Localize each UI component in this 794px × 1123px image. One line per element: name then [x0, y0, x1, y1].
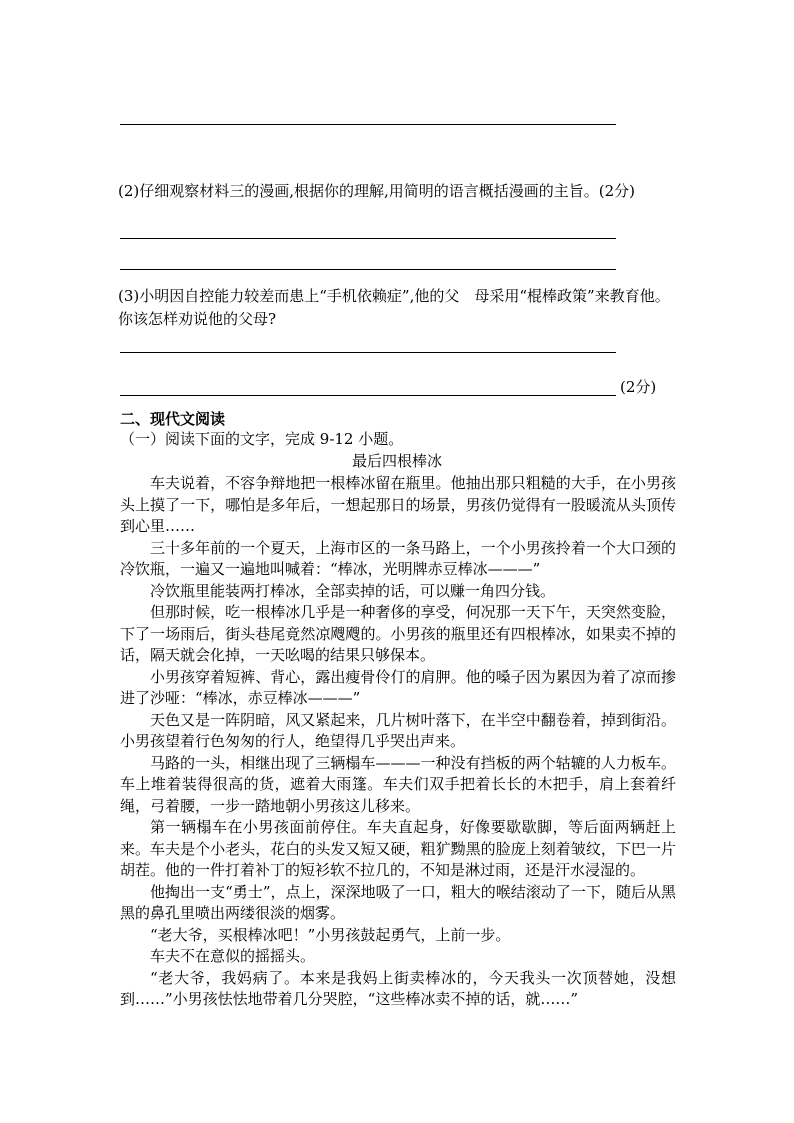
story-paragraph: 冷饮瓶里能装两打棒冰，全部卖掉的话，可以赚一角四分钱。 [150, 581, 556, 600]
story-body [120, 473, 676, 1011]
story-paragraph: 小男孩穿着短裤、背心，露出瘦骨伶仃的肩胛。他的嗓子因为累因为着了凉而掺进了沙哑：“棒冰，赤豆棒冰———” [120, 667, 676, 707]
story-title: 最后四根棒冰 [351, 452, 442, 470]
section-title: 二、现代文阅读 [120, 410, 226, 428]
story-paragraph: 天色又是一阵阴暗，风又紧起来，几片树叶落下，在半空中翻卷着，掉到街沿。小男孩望着行色匆匆的行人，绝望得几乎哭出声来。 [120, 710, 676, 750]
story-paragraph: 车夫不在意似的摇摇头。 [150, 947, 316, 965]
question-3-score: (2分) [620, 378, 657, 396]
answer-line [120, 352, 616, 353]
answer-line [120, 269, 616, 270]
answer-line [120, 395, 616, 396]
story-paragraph: 三十多年前的一个夏天，上海市区的一条马路上，一个小男孩拎着一个大口颈的冷饮瓶，一遍又一遍地叫喊着：“棒冰，光明牌赤豆棒冰———” [120, 538, 676, 578]
story-paragraph: 但那时候，吃一根棒冰几乎是一种奢侈的享受，何况那一天下午，天突然变脸，下了一场雨后，街头巷尾竟然凉飕飕的。小男孩的瓶里还有四根棒冰，如果卖不掉的话，隔天就会化掉，一天吆喝的结果只够保本。 [120, 603, 676, 664]
question-3: (3)小明因自控能力较差而患上“手机依赖症”,他的父 母采用“棍棒政策”来教育他。你该怎样劝说他的父母? [118, 287, 670, 328]
question-2: (2)仔细观察材料三的漫画,根据你的理解,用简明的语言概括漫画的主旨。(2分) [118, 182, 636, 200]
answer-line [120, 124, 616, 125]
story-paragraph: “老大爷，我妈病了。本来是我妈上街卖棒冰的，今天我头一次顶替她，没想到……”小男孩怯怯地带着几分哭腔，“这些棒冰卖不掉的话，就……” [120, 968, 676, 1008]
story-paragraph: 马路的一头，相继出现了三辆榻车———一种没有挡板的两个轱辘的人力板车。车上堆着装得很高的货，遮着大雨篷。车夫们双手把着长长的木把手，肩上套着纤绳，弓着腰，一步一踏地朝小男孩这儿移来。 [120, 753, 676, 815]
answer-line [120, 238, 616, 239]
story-paragraph: 车夫说着，不容争辩地把一根棒冰留在瓶里。他抽出那只粗糙的大手，在小男孩头上摸了一下，哪怕是多年后，一想起那日的场景，男孩仍觉得有一股暖流从头顶传到心里…… [120, 474, 676, 535]
story-paragraph: 第一辆榻车在小男孩面前停住。车夫直起身，好像要歇歇脚，等后面两辆赶上来。车夫是个小老头，花白的头发又短又硬，粗犷黝黑的脸庞上刻着皱纹，下巴一片胡茬。他的一件打着补丁的短衫软不拉几的，不知是淋过雨，还是汗水浸湿的。 [120, 818, 676, 879]
story-paragraph: 他掏出一支“勇士”，点上，深深地吸了一口，粗大的喉结滚动了一下，随后从黑黑的鼻孔里喷出两缕很淡的烟雾。 [120, 882, 676, 922]
section-instruction: （一）阅读下面的文字，完成 9-12 小题。 [120, 430, 404, 448]
story-paragraph: “老大爷，买根棒冰吧！”小男孩鼓起勇气，上前一步。 [150, 925, 511, 944]
